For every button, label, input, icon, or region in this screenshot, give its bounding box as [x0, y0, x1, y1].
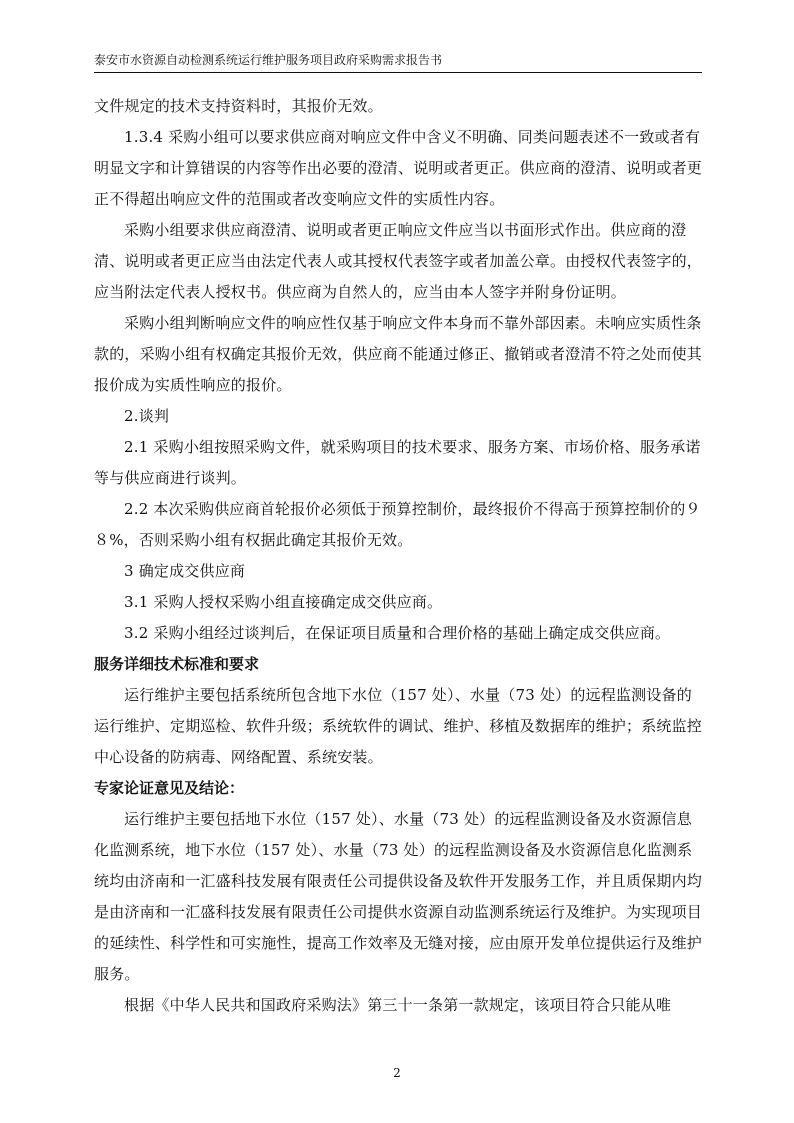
- paragraph-maintenance-scope: 运行维护主要包括系统所包含地下水位（157 处）、水量（73 处）的远程监测设备的运行维护、定期巡检、软件升级；系统软件的调试、维护、移植及数据库的维护；系统监控中心设备的防病毒、网络配置、系统安装。: [94, 686, 703, 766]
- paragraph-clarification-form: 采购小组要求供应商澄清、说明或者更正响应文件应当以书面形式作出。供应商的澄清、说明或者更正应当由法定代表人或其授权代表签字或者加盖公章。由授权代表签字的，应当附法定代表人授权书。供应商为自然人的，应当由本人签字并附身份证明。: [94, 221, 703, 301]
- paragraph-continuation: 文件规定的技术支持资料时，其报价无效。: [94, 97, 383, 115]
- paragraph-2-1: 2.1 采购小组按照采购文件，就采购项目的技术要求、服务方案、市场价格、服务承诺等与供应商进行谈判。: [94, 438, 701, 487]
- paragraph-2-2: 2.2 本次采购供应商首轮报价必须低于预算控制价，最终报价不得高于预算控制价的９８%，否则采购小组有权据此确定其报价无效。: [94, 500, 701, 549]
- running-header: 泰安市水资源自动检测系统运行维护服务项目政府采购需求报告书: [94, 53, 443, 67]
- document-body: [94, 91, 706, 1021]
- paragraph-expert-opinion: 运行维护主要包括地下水位（157 处）、水量（73 处）的远程监测设备及水资源信息化监测系统，地下水位（157 处）、水量（73 处）的远程监测设备及水资源信息化监测系统均由济南和一汇盛科技发展有限责任公司提供设备及软件开发服务工作，并且质保期内均是由济南和一汇盛科技发展有限责任公司提供水资源自动监测系统运行及维护。为实现项目的延续性、科学性和可实施性，提高工作效率及无缝对接，应由原开发单位提供运行及维护服务。: [94, 810, 703, 983]
- heading-technical-standards: 服务详细技术标准和要求: [94, 655, 260, 673]
- section-determine-supplier: 3 确定成交供应商: [124, 562, 246, 580]
- paragraph-responsiveness: 采购小组判断响应文件的响应性仅基于响应文件本身而不靠外部因素。未响应实质性条款的，采购小组有权确定其报价无效，供应商不能通过修正、撤销或者澄清不符之处而使其报价成为实质性响应的报价。: [94, 314, 703, 394]
- paragraph-3-2: 3.2 采购小组经过谈判后，在保证项目质量和合理价格的基础上确定成交供应商。: [124, 624, 671, 642]
- paragraph-legal-basis: 根据《中华人民共和国政府采购法》第三十一条第一款规定，该项目符合只能从唯: [124, 996, 672, 1014]
- heading-expert-opinion: 专家论证意见及结论：: [94, 779, 245, 797]
- page-number: 2: [393, 1066, 401, 1080]
- header-rule: [94, 72, 702, 73]
- paragraph-3-1: 3.1 采购人授权采购小组直接确定成交供应商。: [124, 593, 443, 611]
- section-negotiation: 2.谈判: [124, 407, 170, 425]
- paragraph-1-3-4: 1.3.4 采购小组可以要求供应商对响应文件中含义不明确、同类问题表述不一致或者有明显文字和计算错误的内容等作出必要的澄清、说明或者更正。供应商的澄清、说明或者更正不得超出响应文件的范围或者改变响应文件的实质性内容。: [94, 128, 703, 208]
